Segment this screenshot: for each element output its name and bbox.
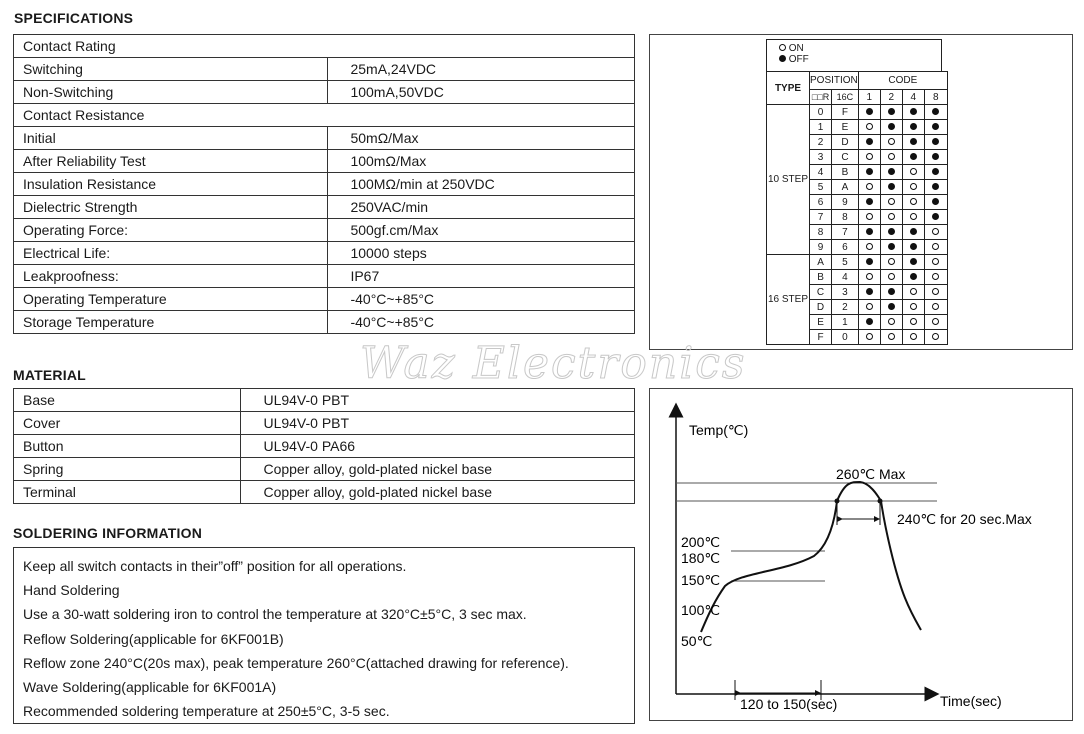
spec-row <box>14 58 635 81</box>
position-r: 4 <box>810 165 832 180</box>
code-cell <box>880 270 902 285</box>
off-dot-icon <box>932 213 939 220</box>
material-label: Terminal <box>14 481 241 504</box>
off-dot-icon <box>866 168 873 175</box>
material-label: Button <box>14 435 241 458</box>
spec-value: IP67 <box>328 265 635 288</box>
code-cell <box>858 120 880 135</box>
off-dot-icon <box>932 138 939 145</box>
y-tick-label: 100℃ <box>681 602 721 618</box>
code-cell <box>880 240 902 255</box>
off-dot-icon <box>932 123 939 130</box>
off-dot-icon <box>866 288 873 295</box>
code-bit-label: 1 <box>858 90 880 105</box>
off-dot-icon <box>932 153 939 160</box>
material-title: MATERIAL <box>13 367 86 383</box>
off-dot-icon <box>866 258 873 265</box>
position-r: 0 <box>810 105 832 120</box>
code-cell <box>880 210 902 225</box>
material-row <box>14 435 635 458</box>
code-cell <box>880 135 902 150</box>
code-cell <box>880 120 902 135</box>
on-dot-icon <box>932 273 939 280</box>
position-r: E <box>810 315 832 330</box>
code-cell <box>880 255 902 270</box>
position-r: 5 <box>810 180 832 195</box>
specifications-table <box>13 34 635 334</box>
on-dot-icon <box>932 333 939 340</box>
soldering-line: Use a 30-watt soldering iron to control the temperature at 320°C±5°C, 3 sec max. <box>23 606 527 623</box>
code-cell <box>880 225 902 240</box>
off-dot-icon <box>932 183 939 190</box>
reflow-profile-curve <box>701 482 921 632</box>
material-label: Cover <box>14 412 241 435</box>
spec-label: Switching <box>14 58 328 81</box>
off-dot-icon <box>888 228 895 235</box>
reflow-chart <box>649 388 1073 721</box>
preheat-time-annotation: 120 to 150(sec) <box>740 696 838 712</box>
code-cell <box>924 210 947 225</box>
soldering-line: Reflow Soldering(applicable for 6KF001B) <box>23 630 284 647</box>
on-dot-icon <box>866 273 873 280</box>
code-bit-label: 2 <box>880 90 902 105</box>
position-c: 2 <box>832 300 859 315</box>
soldering-line: Reflow zone 240°C(20s max), peak temperature 260°C(attached drawing for reference). <box>23 654 569 671</box>
position-c: 6 <box>832 240 859 255</box>
off-dot-icon <box>888 123 895 130</box>
code-cell <box>902 165 924 180</box>
off-dot-icon <box>888 288 895 295</box>
code-cell <box>924 105 947 120</box>
on-dot-icon <box>866 213 873 220</box>
off-dot-icon <box>910 138 917 145</box>
spec-value: 100mΩ/Max <box>328 150 635 173</box>
spec-row <box>14 219 635 242</box>
position-r: 9 <box>810 240 832 255</box>
x-axis-label: Time(sec) <box>940 693 1002 709</box>
spec-row <box>14 242 635 265</box>
spec-row <box>14 81 635 104</box>
code-cell <box>902 255 924 270</box>
position-c: C <box>832 150 859 165</box>
position-sub-a: □□R <box>810 90 832 105</box>
off-dot-icon <box>866 108 873 115</box>
code-bit-label: 4 <box>902 90 924 105</box>
spec-row <box>14 265 635 288</box>
y-tick-label: 200℃ <box>681 534 721 550</box>
code-cell <box>902 300 924 315</box>
off-dot-icon <box>932 108 939 115</box>
code-cell <box>858 105 880 120</box>
code-cell <box>858 225 880 240</box>
code-cell <box>924 240 947 255</box>
position-r: 3 <box>810 150 832 165</box>
on-dot-icon <box>910 303 917 310</box>
position-r: F <box>810 330 832 345</box>
spec-value: 500gf.cm/Max <box>328 219 635 242</box>
position-c: 4 <box>832 270 859 285</box>
code-cell <box>858 300 880 315</box>
legend-off: OFF <box>788 54 809 65</box>
spec-row <box>14 173 635 196</box>
position-r: C <box>810 285 832 300</box>
material-row <box>14 481 635 504</box>
y-tick-label: 50℃ <box>681 633 713 649</box>
code-cell <box>924 255 947 270</box>
spec-label: Contact Rating <box>14 35 635 58</box>
spec-row <box>14 196 635 219</box>
code-cell <box>858 285 880 300</box>
position-r: B <box>810 270 832 285</box>
soldering-line: Hand Soldering <box>23 582 120 599</box>
off-dot-icon <box>910 243 917 250</box>
position-c: 3 <box>832 285 859 300</box>
spec-value: 100mA,50VDC <box>328 81 635 104</box>
position-r: 7 <box>810 210 832 225</box>
code-cell <box>880 285 902 300</box>
on-dot-icon <box>910 333 917 340</box>
off-dot-icon <box>888 303 895 310</box>
on-dot-icon <box>932 258 939 265</box>
on-dot-icon <box>888 273 895 280</box>
position-c: 9 <box>832 195 859 210</box>
spec-label: Operating Force: <box>14 219 328 242</box>
material-value: Copper alloy, gold-plated nickel base <box>241 481 635 504</box>
code-cell <box>902 135 924 150</box>
spec-value: 250VAC/min <box>328 196 635 219</box>
legend-frame <box>766 39 942 71</box>
on-dot-icon <box>888 333 895 340</box>
code-cell <box>902 330 924 345</box>
spec-row <box>14 150 635 173</box>
code-header: CODE <box>858 72 947 90</box>
spec-label: Non-Switching <box>14 81 328 104</box>
on-dot-icon <box>888 153 895 160</box>
on-dot-icon <box>932 303 939 310</box>
specifications-title: SPECIFICATIONS <box>14 10 134 26</box>
spec-label: Operating Temperature <box>14 288 328 311</box>
code-cell <box>858 135 880 150</box>
position-sub-b: 16C <box>832 90 859 105</box>
code-cell <box>858 315 880 330</box>
spec-row <box>14 35 635 58</box>
on-dot-icon <box>932 288 939 295</box>
spec-label: Contact Resistance <box>14 104 635 127</box>
spec-label: Dielectric Strength <box>14 196 328 219</box>
code-cell <box>924 180 947 195</box>
on-dot-icon <box>888 258 895 265</box>
code-cell <box>858 150 880 165</box>
spec-row <box>14 288 635 311</box>
position-c: 5 <box>832 255 859 270</box>
spec-value: 50mΩ/Max <box>328 127 635 150</box>
position-r: 8 <box>810 225 832 240</box>
off-dot-icon <box>910 228 917 235</box>
on-dot-icon <box>866 243 873 250</box>
off-dot-icon <box>910 258 917 265</box>
on-dot-icon <box>866 153 873 160</box>
material-table <box>13 388 635 504</box>
off-dot-icon <box>910 123 917 130</box>
on-dot-icon <box>910 168 917 175</box>
on-dot-icon <box>910 213 917 220</box>
soldering-line: Wave Soldering(applicable for 6KF001A) <box>23 678 277 695</box>
code-cell <box>902 210 924 225</box>
position-r: 2 <box>810 135 832 150</box>
off-dot-icon <box>866 318 873 325</box>
spec-value: 25mA,24VDC <box>328 58 635 81</box>
legend-on: ON <box>788 43 804 54</box>
material-value: Copper alloy, gold-plated nickel base <box>241 458 635 481</box>
peak-annotation: 260℃ Max <box>836 466 906 482</box>
code-cell <box>924 120 947 135</box>
code-cell <box>880 315 902 330</box>
material-value: UL94V-0 PA66 <box>241 435 635 458</box>
code-cell <box>924 165 947 180</box>
spec-row <box>14 127 635 150</box>
soldering-line: Keep all switch contacts in their”off” position for all operations. <box>23 558 407 574</box>
type-header: TYPE <box>767 72 810 105</box>
position-c: B <box>832 165 859 180</box>
off-dot-icon <box>932 198 939 205</box>
off-dot-icon <box>910 108 917 115</box>
y-tick-label: 180℃ <box>681 550 721 566</box>
position-c: E <box>832 120 859 135</box>
off-dot-icon <box>910 153 917 160</box>
on-dot-icon <box>910 198 917 205</box>
position-c: 1 <box>832 315 859 330</box>
code-cell <box>858 210 880 225</box>
code-cell <box>902 150 924 165</box>
code-cell <box>858 180 880 195</box>
code-cell <box>880 330 902 345</box>
on-dot-icon <box>910 288 917 295</box>
code-cell <box>924 270 947 285</box>
code-cell <box>858 195 880 210</box>
spec-value: 10000 steps <box>328 242 635 265</box>
code-cell <box>880 150 902 165</box>
code-cell <box>902 285 924 300</box>
spec-label: Initial <box>14 127 328 150</box>
code-cell <box>924 150 947 165</box>
material-row <box>14 458 635 481</box>
code-cell <box>858 255 880 270</box>
code-cell <box>858 240 880 255</box>
group-16-step: 16 STEP <box>767 255 810 345</box>
code-cell <box>902 240 924 255</box>
code-cell <box>924 135 947 150</box>
code-cell <box>880 165 902 180</box>
material-row <box>14 412 635 435</box>
code-cell <box>858 165 880 180</box>
spec-label: After Reliability Test <box>14 150 328 173</box>
material-row <box>14 389 635 412</box>
code-cell <box>924 300 947 315</box>
soldering-line: Recommended soldering temperature at 250±5°C, 3-5 sec. <box>23 703 390 720</box>
code-row <box>767 105 948 120</box>
position-c: D <box>832 135 859 150</box>
position-c: A <box>832 180 859 195</box>
on-dot-icon <box>866 303 873 310</box>
spec-label: Electrical Life: <box>14 242 328 265</box>
code-bit-label: 8 <box>924 90 947 105</box>
position-c: F <box>832 105 859 120</box>
code-cell <box>902 315 924 330</box>
code-cell <box>924 285 947 300</box>
off-dot-icon <box>866 198 873 205</box>
code-cell <box>902 120 924 135</box>
y-tick-label: 150℃ <box>681 572 721 588</box>
code-cell <box>880 105 902 120</box>
code-cell <box>902 225 924 240</box>
code-cell <box>924 195 947 210</box>
code-cell <box>924 315 947 330</box>
position-r: 6 <box>810 195 832 210</box>
position-c: 0 <box>832 330 859 345</box>
position-r: A <box>810 255 832 270</box>
on-dot-icon <box>932 318 939 325</box>
off-dot-icon <box>866 138 873 145</box>
spec-label: Storage Temperature <box>14 311 328 334</box>
off-dot-icon <box>888 108 895 115</box>
spec-value: -40°C~+85°C <box>328 288 635 311</box>
code-cell <box>858 270 880 285</box>
spec-row <box>14 104 635 127</box>
on-dot-icon <box>888 138 895 145</box>
code-cell <box>902 270 924 285</box>
code-cell <box>880 180 902 195</box>
off-dot-icon <box>888 168 895 175</box>
off-dot-icon <box>932 168 939 175</box>
spec-value: -40°C~+85°C <box>328 311 635 334</box>
on-dot-icon <box>866 123 873 130</box>
code-cell <box>858 330 880 345</box>
position-header: POSITION <box>810 72 859 90</box>
soldering-box <box>13 547 635 724</box>
group-10-step: 10 STEP <box>767 105 810 255</box>
y-axis-label: Temp(℃) <box>689 422 749 438</box>
code-table <box>766 71 948 345</box>
code-cell <box>924 330 947 345</box>
code-cell <box>902 195 924 210</box>
on-dot-icon <box>888 318 895 325</box>
on-dot-icon <box>888 198 895 205</box>
off-dot-icon <box>866 228 873 235</box>
on-dot-icon <box>932 228 939 235</box>
position-r: 1 <box>810 120 832 135</box>
hold-annotation: 240℃ for 20 sec.Max <box>897 511 1032 527</box>
material-label: Base <box>14 389 241 412</box>
on-dot-icon <box>866 183 873 190</box>
on-dot-icon <box>910 183 917 190</box>
on-dot-icon <box>888 213 895 220</box>
code-cell <box>902 105 924 120</box>
code-cell <box>880 300 902 315</box>
spec-label: Insulation Resistance <box>14 173 328 196</box>
position-c: 7 <box>832 225 859 240</box>
spec-row <box>14 311 635 334</box>
on-dot-icon <box>932 243 939 250</box>
material-label: Spring <box>14 458 241 481</box>
code-row <box>767 255 948 270</box>
position-c: 8 <box>832 210 859 225</box>
material-value: UL94V-0 PBT <box>241 412 635 435</box>
code-cell <box>880 195 902 210</box>
material-value: UL94V-0 PBT <box>241 389 635 412</box>
on-dot-icon <box>910 318 917 325</box>
off-dot-icon <box>888 243 895 250</box>
on-dot-icon <box>866 333 873 340</box>
off-dot-icon <box>910 273 917 280</box>
off-dot-icon <box>888 183 895 190</box>
code-cell <box>924 225 947 240</box>
spec-label: Leakproofness: <box>14 265 328 288</box>
spec-value: 100MΩ/min at 250VDC <box>328 173 635 196</box>
watermark: Waz Electronics <box>360 338 747 389</box>
position-r: D <box>810 300 832 315</box>
soldering-title: SOLDERING INFORMATION <box>13 525 203 541</box>
code-cell <box>902 180 924 195</box>
